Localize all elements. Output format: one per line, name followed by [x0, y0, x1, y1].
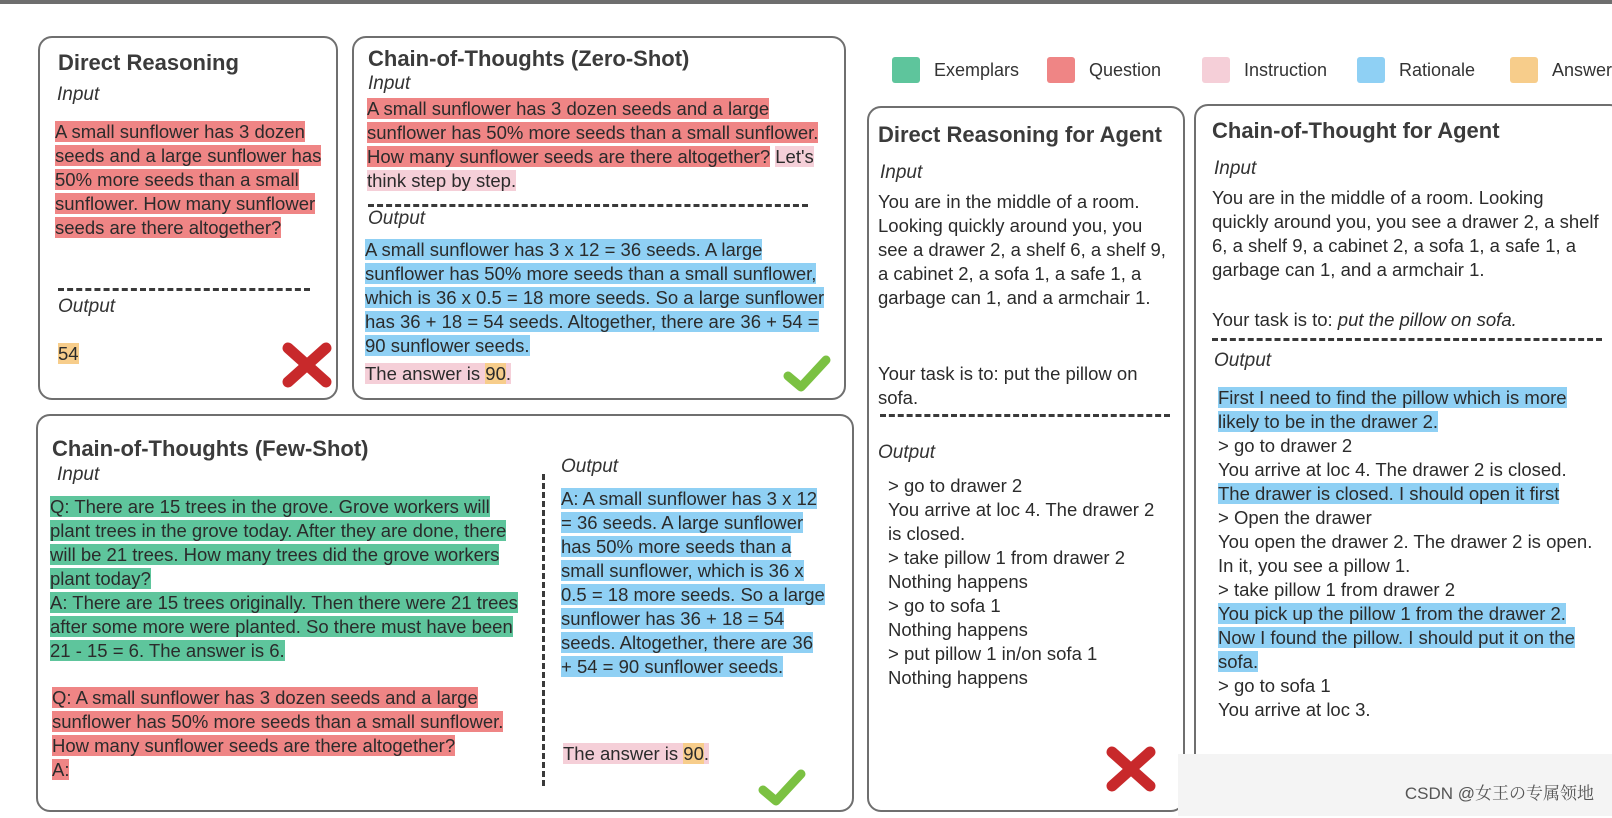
agent-observation: Nothing happens — [888, 619, 1028, 640]
thought-highlight: Now I found the pillow. I should put it on the sofa. — [1218, 627, 1575, 672]
cot-few-shot-exemplar — [50, 495, 532, 663]
direct-agent-steps — [888, 474, 1170, 690]
legend-swatch-rationale — [1357, 57, 1385, 83]
cot-few-shot-answer — [563, 742, 709, 766]
legend-label-rationale: Rationale — [1399, 59, 1476, 80]
answer-suffix: . — [505, 363, 512, 384]
direct-agent-title: Direct Reasoning for Agent — [878, 122, 1162, 147]
cot-zero-shot-title: Chain-of-Thoughts (Zero-Shot) — [368, 46, 690, 71]
agent-action: > go to drawer 2 — [888, 475, 1023, 496]
agent-observation: You arrive at loc 3. — [1218, 699, 1371, 720]
divider — [368, 204, 808, 207]
agent-action: > go to drawer 2 — [1218, 435, 1353, 456]
answer-highlight: 54 — [58, 343, 79, 364]
agent-action: > Open the drawer — [1218, 507, 1372, 528]
direct-agent-output-label: Output — [878, 442, 936, 463]
thought-highlight: The drawer is closed. I should open it first — [1218, 483, 1560, 504]
legend-label-exemplars: Exemplars — [934, 59, 1020, 80]
agent-action: > take pillow 1 from drawer 2 — [1218, 579, 1456, 600]
direct-reasoning-question — [55, 120, 335, 240]
exemplar-question-highlight: Q: There are 15 trees in the grove. Grove workers will plant trees in the grove today. After they are done, there will be 21 trees. How many trees did the grove workers plant today? — [50, 496, 507, 589]
check-icon — [782, 352, 832, 394]
divider — [880, 414, 1170, 417]
cot-agent-task — [1212, 308, 1604, 332]
agent-action: > take pillow 1 from drawer 2 — [888, 547, 1126, 568]
task-value: put the pillow on sofa. — [1337, 309, 1517, 330]
answer-suffix: . — [703, 743, 710, 764]
agent-observation: You open the drawer 2. The drawer 2 is open. In it, you see a pillow 1. — [1218, 531, 1593, 576]
legend-label-instruction: Instruction — [1244, 59, 1328, 80]
legend-swatch-question — [1047, 57, 1075, 83]
question-highlight: A small sunflower has 3 dozen seeds and a large sunflower has 50% more seeds than a small sunflower. How many sunflower seeds are there altogether? — [55, 121, 322, 238]
cot-few-shot-rationale — [561, 487, 827, 679]
question-a-highlight: A: — [52, 759, 70, 780]
exemplar-answer-highlight: A: There are 15 trees originally. Then there were 21 trees after some more were planted. So there must have been 21 - 15 = 6. The answer is 6. — [50, 592, 518, 661]
legend-swatch-answer — [1510, 57, 1538, 83]
agent-action: > go to sofa 1 — [1218, 675, 1331, 696]
direct-reasoning-output-label: Output — [58, 296, 116, 317]
agent-action: > put pillow 1 in/on sofa 1 — [888, 643, 1098, 664]
direct-agent-input-text: You are in the middle of a room. Looking quickly around you, you see a drawer 2, a shelf 6, a shelf 9, a cabinet 2, a sofa 1, a safe 1, a garbage can 1, and a armchair 1. — [878, 191, 1166, 308]
direct-reasoning-answer — [58, 342, 79, 366]
agent-action: > go to sofa 1 — [888, 595, 1001, 616]
direct-agent-input-label: Input — [880, 162, 923, 183]
question-highlight: Q: A small sunflower has 3 dozen seeds and a large sunflower has 50% more seeds than a small sunflower. How many sunflower seeds are there altogether? — [52, 687, 504, 756]
cross-icon — [282, 342, 332, 388]
thought-highlight: First I need to find the pillow which is more likely to be in the drawer 2. — [1218, 387, 1567, 432]
cot-agent-output-label: Output — [1214, 350, 1272, 371]
legend-label-answer: Answer — [1552, 59, 1612, 80]
legend-swatch-instruction — [1202, 57, 1230, 83]
cot-few-shot-input-label: Input — [57, 464, 100, 485]
cot-few-shot-question — [52, 686, 532, 782]
answer-highlight: 90 — [485, 363, 506, 384]
cot-zero-shot-input — [367, 97, 827, 193]
agent-observation: You arrive at loc 4. The drawer 2 is closed. — [1218, 459, 1567, 480]
top-border — [0, 0, 1612, 4]
cot-zero-shot-rationale — [365, 238, 835, 358]
cross-icon — [1106, 746, 1156, 792]
agent-observation: Nothing happens — [888, 571, 1028, 592]
cot-agent-title: Chain-of-Thought for Agent — [1212, 118, 1500, 143]
cot-zero-shot-output-label: Output — [368, 208, 426, 229]
legend-instruction — [1202, 57, 1327, 83]
divider — [58, 288, 310, 291]
cot-few-shot-title: Chain-of-Thoughts (Few-Shot) — [52, 436, 369, 461]
agent-observation: Nothing happens — [888, 667, 1028, 688]
watermark-text: CSDN @女王の专属领地 — [1404, 784, 1594, 803]
check-icon — [757, 766, 807, 808]
cot-agent-trajectory — [1218, 386, 1608, 722]
task-prefix: Your task is to: — [1212, 309, 1338, 330]
instruction-highlight: Let's think step by step. — [367, 146, 814, 191]
thought-highlight: You pick up the pillow 1 from the drawer 2. — [1218, 603, 1566, 624]
direct-reasoning-input-label: Input — [57, 84, 100, 105]
legend-answer — [1510, 57, 1612, 83]
divider — [1212, 338, 1602, 341]
answer-prefix: The answer is — [563, 743, 684, 764]
legend-label-question: Question — [1089, 59, 1162, 80]
agent-observation: You arrive at loc 4. The drawer 2 is closed. — [888, 499, 1155, 544]
question-highlight: A small sunflower has 3 dozen seeds and a large sunflower has 50% more seeds than a small sunflower. How many sunflower seeds are there altogether? — [367, 98, 819, 167]
cot-zero-shot-answer — [365, 362, 511, 386]
direct-reasoning-title: Direct Reasoning — [58, 50, 239, 75]
vertical-divider — [542, 474, 545, 786]
legend-swatch-exemplars — [892, 57, 920, 83]
cot-agent-input-label: Input — [1214, 158, 1257, 179]
answer-prefix: The answer is — [365, 363, 486, 384]
cot-few-shot-output-label: Output — [561, 456, 619, 477]
rationale-highlight: A small sunflower has 3 x 12 = 36 seeds. A large sunflower has 50% more seeds than a small sunflower, which is 36 x 0.5 = 18 more seeds. So a large sunflower has 36 + 18 = 54 seeds. Altogether, there are 36 + 54 = 90 sunflower seeds. — [365, 239, 825, 356]
legend-exemplars — [892, 57, 1019, 83]
cot-agent-input-text: You are in the middle of a room. Looking quickly around you, you see a drawer 2, a shelf 6, a shelf 9, a cabinet 2, a sofa 1, a safe 1, a garbage can 1, and a armchair 1. — [1212, 187, 1599, 280]
legend-question — [1047, 57, 1161, 83]
rationale-highlight: A: A small sunflower has 3 x 12 = 36 seeds. A large sunflower has 50% more seeds than a small sunflower, which is 36 x 0.5 = 18 more seeds. So a large sunflower has 36 + 18 = 54 seeds. Altogether, there are 36 + 54 = 90 sunflower seeds. — [561, 488, 825, 677]
legend-rationale — [1357, 57, 1475, 83]
answer-highlight: 90 — [683, 743, 704, 764]
cot-zero-shot-input-label: Input — [368, 73, 411, 94]
direct-agent-task: Your task is to: put the pillow on sofa. — [878, 363, 1138, 408]
